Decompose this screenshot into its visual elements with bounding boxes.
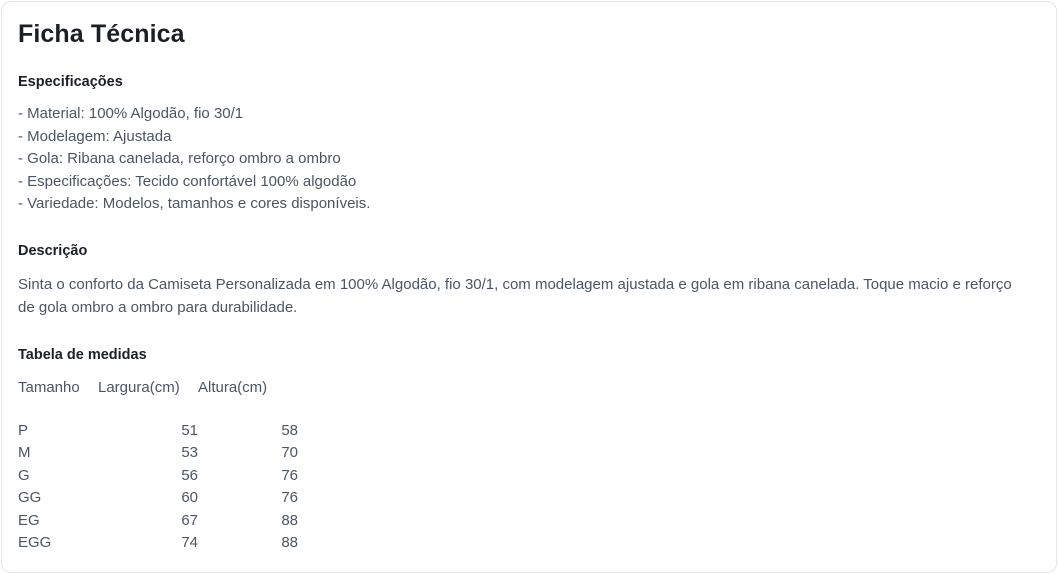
table-header-row [18,377,298,399]
cell-width: 53 [181,444,198,462]
table-row [18,487,298,510]
cell-height: 70 [281,444,298,462]
cell-height: 76 [281,466,298,484]
cell-width: 56 [181,466,198,484]
cell-width: 60 [181,489,198,507]
spacer-after-specs-heading [18,92,1040,103]
measures-table-head [18,377,298,420]
cell-width: 51 [181,421,198,439]
page-title: Ficha Técnica [18,20,185,48]
table-row [18,510,298,533]
spacer-after-title [18,50,1040,72]
cell-height: 58 [281,421,298,439]
list-item: - Modelagem: Ajustada [18,127,172,145]
cell-size: EG [18,511,40,529]
cell-size: P [18,421,29,439]
spacer-after-specs-list [18,216,1040,241]
table-row [18,532,298,555]
cell-height: 88 [281,511,298,529]
cell-size: G [18,466,30,484]
table-header-spacer-row [18,399,298,420]
specs-list [18,103,1040,216]
measures-heading: Tabela de medidas [18,346,147,363]
specs-heading: Especificações [18,74,123,90]
table-row [18,465,298,488]
column-header-width: Largura(cm) [98,378,180,396]
list-item: - Material: 100% Algodão, fio 30/1 [18,105,244,122]
spacer-cell [18,399,298,420]
spacer-after-description [18,319,1040,345]
cell-height: 88 [281,534,298,552]
cell-width: 67 [181,511,198,529]
description-heading: Descrição [18,242,88,259]
table-row [18,442,298,465]
list-item: - Especificações: Tecido confortável 100% algodão [18,172,357,190]
cell-size: M [18,444,31,462]
cell-height: 76 [281,489,298,507]
list-item: - Variedade: Modelos, tamanhos e cores disponíveis. [18,195,371,212]
table-row [18,420,298,443]
spacer-after-description-heading [18,261,1040,273]
tech-sheet-card [1,1,1057,573]
cell-width: 74 [181,534,198,552]
column-header-height: Altura(cm) [198,378,268,396]
column-header-size: Tamanho [18,378,80,396]
cell-size: EGG [18,534,52,552]
list-item: - Gola: Ribana canelada, reforço ombro a ombro [18,150,341,167]
description-text: Sinta o conforto da Camiseta Personalizada em 100% Algodão, fio 30/1, com modelagem ajustada e gola em ribana canelada. Toque macio e reforço de gola ombro a ombro para durabilidade. [18,275,1012,316]
measures-table-body [18,420,298,556]
spacer-after-measures-heading [18,365,1040,377]
measures-table [18,377,298,556]
cell-size: GG [18,489,42,507]
card-content [18,18,1040,555]
